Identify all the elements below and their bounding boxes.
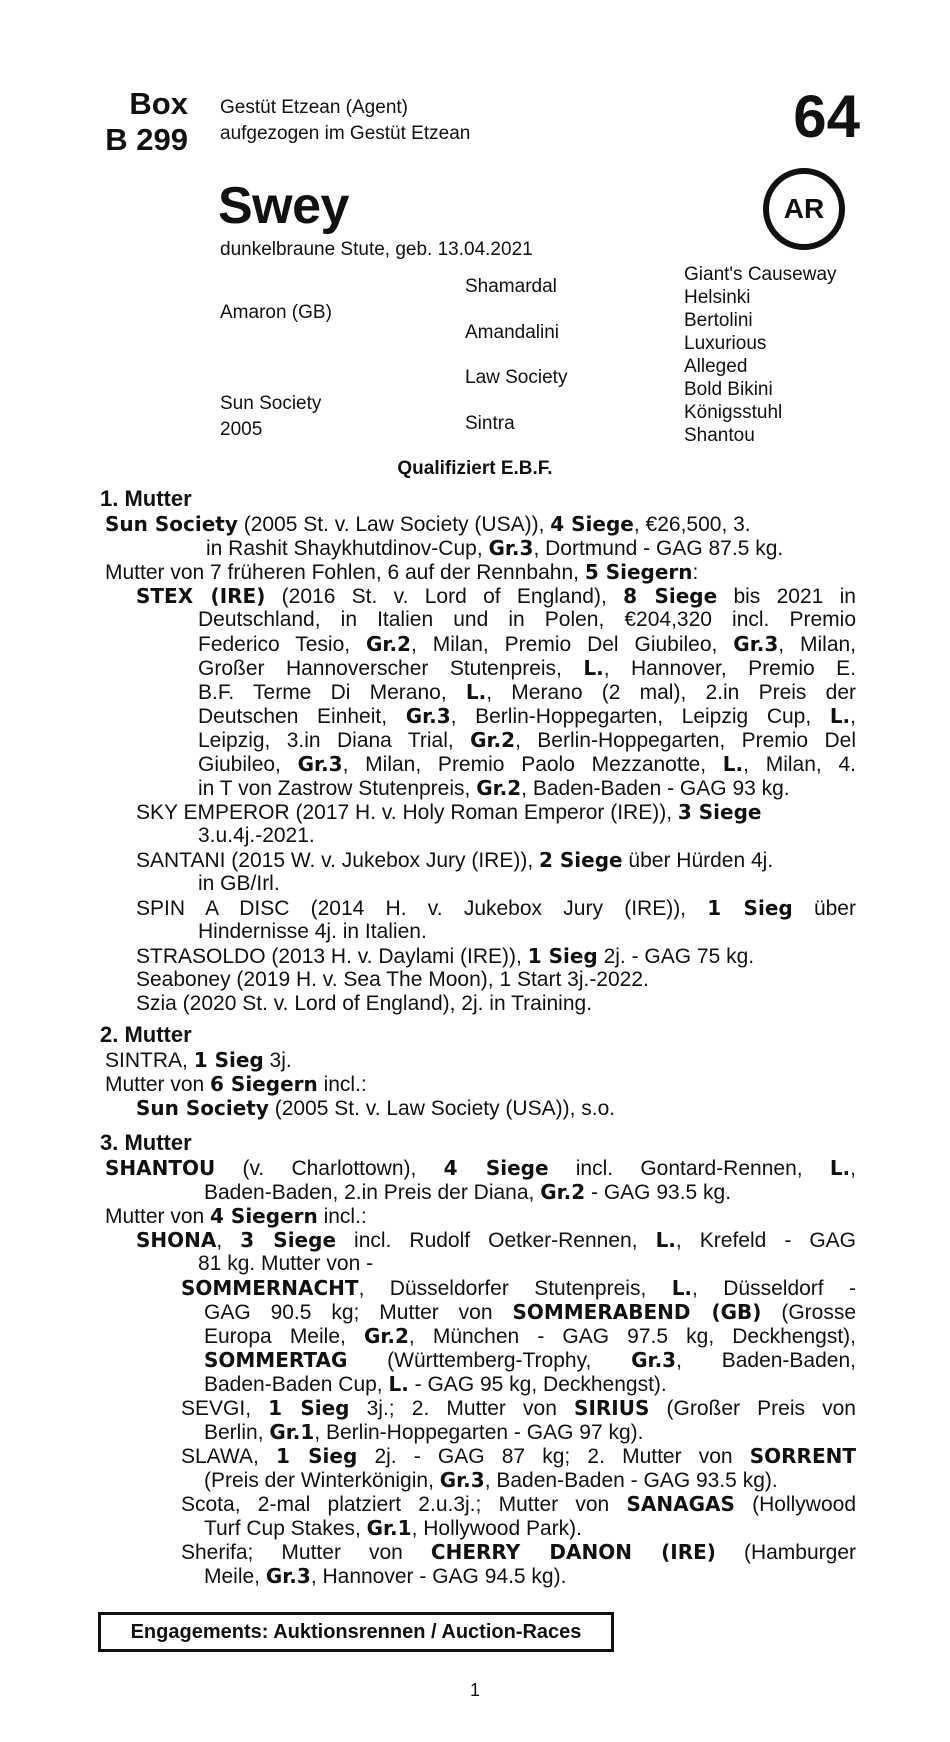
produce-stex-line: Deutschen Einheit, Gr.3, Berlin-Hoppegarten, Leipzig Cup, L., <box>198 704 856 728</box>
produce-sky-emperor: SKY EMPEROR (2017 H. v. Holy Roman Emperor (IRE)), 3 Siege <box>136 800 762 824</box>
pedigree-grandparent: Sintra <box>465 413 515 434</box>
produce-stex-line: Großer Hannoverscher Stutenpreis, L., Hannover, Premio E. <box>198 656 856 680</box>
produce-line: Baden-Baden Cup, L. - GAG 95 kg, Deckhengst). <box>204 1372 667 1396</box>
second-dam-title: 2. Mutter <box>100 1022 192 1047</box>
produce-line: Turf Cup Stakes, Gr.1, Hollywood Park). <box>204 1516 582 1540</box>
third-dam-title: 3. Mutter <box>100 1130 192 1155</box>
pedigree-dam-year: 2005 <box>220 419 263 440</box>
pedigree-dam: Sun Society <box>220 393 322 414</box>
consignor: Gestüt Etzean (Agent) <box>220 97 408 118</box>
box-title: Box <box>129 86 188 121</box>
horse-description: dunkelbraune Stute, geb. 13.04.2021 <box>220 239 533 260</box>
produce-line: (Preis der Winterkönigin, Gr.3, Baden-Baden - GAG 93.5 kg). <box>204 1468 778 1492</box>
produce-stex-line: Leipzig, 3.in Diana Trial, Gr.2, Berlin-Hoppegarten, Premio Del <box>198 728 856 752</box>
produce-szia: Szia (2020 St. v. Lord of England), 2j. in Training. <box>136 992 593 1015</box>
pedigree-great-grandparent: Shantou <box>684 425 755 446</box>
first-dam-line: Sun Society (2005 St. v. Law Society (USA)), 4 Siege, €26,500, 3. <box>105 512 751 536</box>
pedigree-grandparent: Shamardal <box>465 276 557 297</box>
second-dam-line: Mutter von 6 Siegern incl.: <box>105 1072 367 1096</box>
produce-spin-a-disc: SPIN A DISC (2014 H. v. Jukebox Jury (IRE)), 1 Sieg über <box>136 896 856 920</box>
pedigree-sire: Amaron (GB) <box>220 302 332 323</box>
produce-line: Berlin, Gr.1, Berlin-Hoppegarten - GAG 97 kg). <box>204 1420 644 1444</box>
first-dam-title: 1. Mutter <box>100 486 192 511</box>
pedigree-great-grandparent: Giant's Causeway <box>684 264 837 285</box>
pedigree-grandparent: Law Society <box>465 367 568 388</box>
produce-line: 81 kg. Mutter von - <box>198 1252 374 1275</box>
produce-line: Meile, Gr.3, Hannover - GAG 94.5 kg). <box>204 1564 567 1588</box>
pedigree-great-grandparent: Bold Bikini <box>684 379 773 400</box>
third-dam-line: Mutter von 4 Siegern incl.: <box>105 1204 367 1228</box>
lot-number: 64 <box>793 83 860 150</box>
produce-line: Hindernisse 4j. in Italien. <box>198 920 427 943</box>
produce-line: GAG 90.5 kg; Mutter von SOMMERABEND (GB) (Grosse <box>204 1300 857 1324</box>
third-dam-line: SHANTOU (v. Charlottown), 4 Siege incl. Gontard-Rennen, L., <box>105 1156 856 1180</box>
produce-shona: SHONA, 3 Siege incl. Rudolf Oetker-Rennen, L., Krefeld - GAG <box>136 1228 857 1252</box>
ar-badge: AR <box>763 168 845 250</box>
pedigree-great-grandparent: Alleged <box>684 356 748 377</box>
produce-line: 3.u.4j.-2021. <box>198 824 315 847</box>
produce-stex-line: Deutschland, in Italien und in Polen, €204,320 incl. Premio <box>198 608 856 631</box>
first-dam-line: in Rashit Shaykhutdinov-Cup, Gr.3, Dortmund - GAG 87.5 kg. <box>206 536 784 560</box>
pedigree-great-grandparent: Bertolini <box>684 310 753 331</box>
horse-name: Swey <box>218 177 349 235</box>
produce-santani: SANTANI (2015 W. v. Jukebox Jury (IRE)), 2 Siege über Hürden 4j. <box>136 848 774 872</box>
pedigree-great-grandparent: Helsinki <box>684 287 751 308</box>
first-dam-produce-summary: Mutter von 7 früheren Fohlen, 6 auf der Rennbahn, 5 Siegern: <box>105 560 699 584</box>
produce-stex-line: Giubileo, Gr.3, Milan, Premio Paolo Mezzanotte, L., Milan, 4. <box>198 752 856 776</box>
produce-stex-line: Federico Tesio, Gr.2, Milan, Premio Del Giubileo, Gr.3, Milan, <box>198 632 857 656</box>
produce-line: Europa Meile, Gr.2, München - GAG 97.5 kg, Deckhengst), <box>204 1324 856 1348</box>
produce-stex-line: in T von Zastrow Stutenpreis, Gr.2, Baden-Baden - GAG 93 kg. <box>198 776 790 800</box>
produce-line: SOMMERTAG (Württemberg-Trophy, Gr.3, Baden-Baden, <box>204 1348 856 1372</box>
page-number: 1 <box>469 1680 480 1700</box>
box-label <box>78 86 188 158</box>
third-dam-line: Baden-Baden, 2.in Preis der Diana, Gr.2 - GAG 93.5 kg. <box>204 1180 732 1204</box>
produce-strasoldo: STRASOLDO (2013 H. v. Daylami (IRE)), 1 Sieg 2j. - GAG 75 kg. <box>136 944 755 968</box>
produce-line: in GB/Irl. <box>198 872 280 895</box>
produce-stex-line: B.F. Terme Di Merano, L., Merano (2 mal), 2.in Preis der <box>198 680 857 704</box>
raised-by: aufgezogen im Gestüt Etzean <box>220 123 471 144</box>
box-number: B 299 <box>105 122 188 157</box>
pedigree-great-grandparent: Königsstuhl <box>684 402 783 423</box>
produce-slawa: SLAWA, 1 Sieg 2j. - GAG 87 kg; 2. Mutter von SORRENT <box>181 1444 856 1468</box>
pedigree-great-grandparent: Luxurious <box>684 333 767 354</box>
produce-sevgi: SEVGI, 1 Sieg 3j.; 2. Mutter von SIRIUS (Großer Preis von <box>181 1396 856 1420</box>
second-dam-line: Sun Society (2005 St. v. Law Society (USA)), s.o. <box>136 1096 616 1120</box>
pedigree-grandparent: Amandalini <box>465 322 559 343</box>
produce-scota: Scota, 2-mal platziert 2.u.3j.; Mutter von SANAGAS (Hollywood <box>181 1492 856 1516</box>
produce-sherifa: Sherifa; Mutter von CHERRY DANON (IRE) (Hamburger <box>181 1540 856 1564</box>
produce-sommernacht: SOMMERNACHT, Düsseldorfer Stutenpreis, L., Düsseldorf - <box>181 1276 857 1300</box>
produce-stex: STEX (IRE) (2016 St. v. Lord of England), 8 Siege bis 2021 in <box>136 584 856 608</box>
produce-seaboney: Seaboney (2019 H. v. Sea The Moon), 1 Start 3j.-2022. <box>136 968 649 991</box>
qualification: Qualifiziert E.B.F. <box>397 458 553 479</box>
second-dam-line: SINTRA, 1 Sieg 3j. <box>105 1048 292 1072</box>
engagements-box: Engagements: Auktionsrennen / Auction-Races <box>98 1612 614 1652</box>
